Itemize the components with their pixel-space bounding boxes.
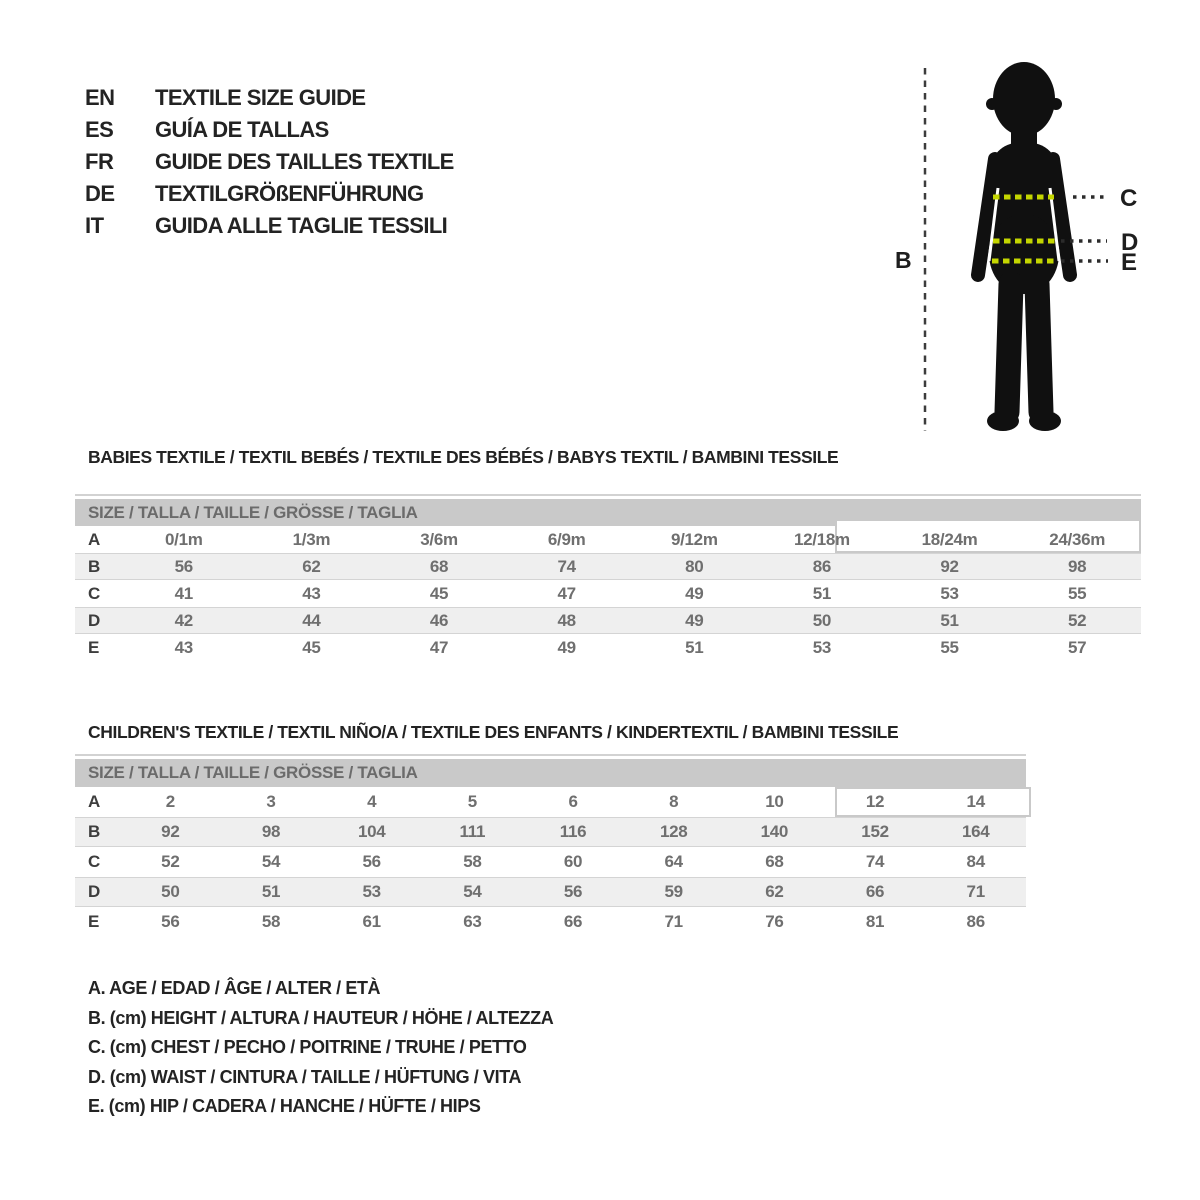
size-value-cell: 49 <box>685 583 704 603</box>
size-value-cell: 55 <box>1068 583 1087 603</box>
table-row <box>75 607 1141 634</box>
table-rows <box>75 526 1141 661</box>
row-measure-label: E <box>88 912 100 931</box>
size-value-cell: 111 <box>459 822 486 841</box>
row-measure-label: D <box>88 882 101 901</box>
size-table-header: SIZE / TALLA / TAILLE / GRÖSSE / TAGLIA <box>75 499 1141 526</box>
table-row <box>75 553 1141 580</box>
row-measure-label: A <box>88 529 101 549</box>
size-value-cell: 2 <box>165 792 175 811</box>
language-guide-title: GUIDE DES TAILLES TEXTILE <box>155 149 454 174</box>
size-value-cell: 66 <box>865 882 885 901</box>
size-value-cell: 56 <box>362 852 381 871</box>
size-value-cell: 12/18m <box>794 529 850 549</box>
table-top-hairline <box>75 494 1141 496</box>
height-label: B <box>895 247 912 273</box>
size-value-cell: 50 <box>161 882 180 901</box>
size-value-cell: 98 <box>1068 556 1087 576</box>
size-value-cell: 51 <box>685 637 704 657</box>
size-value-cell: 56 <box>161 912 180 931</box>
size-value-cell: 116 <box>559 822 587 841</box>
size-value-cell: 3/6m <box>420 529 458 549</box>
size-value-cell: 128 <box>659 822 688 841</box>
language-code: FR <box>85 149 114 174</box>
size-value-cell: 57 <box>1068 637 1087 657</box>
size-value-cell: 61 <box>362 912 381 931</box>
size-value-cell: 52 <box>161 852 180 871</box>
size-value-cell: 80 <box>685 556 704 576</box>
size-value-cell: 98 <box>261 822 281 841</box>
table-row <box>75 634 1141 661</box>
size-value-cell: 51 <box>261 882 281 901</box>
row-measure-label: C <box>88 583 101 603</box>
size-value-cell: 12 <box>865 792 885 811</box>
size-value-cell: 45 <box>429 583 449 603</box>
language-code: DE <box>85 181 115 206</box>
table-row <box>75 907 1026 937</box>
size-value-cell: 66 <box>563 912 583 931</box>
size-value-cell: 74 <box>865 852 885 871</box>
size-value-cell: 84 <box>966 852 985 871</box>
language-row <box>85 146 454 178</box>
size-value-cell: 62 <box>302 556 321 576</box>
language-code: EN <box>85 85 115 110</box>
size-value-cell: 50 <box>812 610 832 630</box>
size-value-cell: 46 <box>429 610 449 630</box>
size-value-cell: 0/1m <box>165 529 203 549</box>
size-value-cell: 3 <box>266 792 276 811</box>
language-guide-title: GUÍA DE TALLAS <box>155 117 329 142</box>
size-table-header: SIZE / TALLA / TAILLE / GRÖSSE / TAGLIA <box>75 759 1026 787</box>
size-value-cell: 56 <box>563 882 583 901</box>
language-code: IT <box>85 213 104 238</box>
size-value-cell: 74 <box>557 556 576 576</box>
size-value-cell: 58 <box>261 912 281 931</box>
babies-size-table <box>75 494 1141 661</box>
size-value-cell: 71 <box>966 882 985 901</box>
language-row <box>85 210 454 242</box>
size-value-cell: 68 <box>765 852 784 871</box>
size-value-cell: 47 <box>557 583 576 603</box>
language-row <box>85 82 454 114</box>
size-value-cell: 71 <box>664 912 683 931</box>
size-value-cell: 49 <box>685 610 704 630</box>
legend-line: B. (cm) HEIGHT / ALTURA / HAUTEUR / HÖHE / ALTEZZA <box>88 1007 554 1028</box>
table-rows <box>75 787 1026 937</box>
size-value-cell: 68 <box>429 556 449 576</box>
size-value-cell: 9/12m <box>670 529 718 549</box>
legend-line: D. (cm) WAIST / CINTURA / TAILLE / HÜFTUNG / VITA <box>88 1066 522 1087</box>
size-value-cell: 18/24m <box>921 529 978 549</box>
size-value-cell: 48 <box>557 610 576 630</box>
size-value-cell: 64 <box>664 852 683 871</box>
table-row <box>75 877 1026 907</box>
size-value-cell: 8 <box>669 792 679 811</box>
size-value-cell: 6 <box>568 792 578 811</box>
child-silhouette-icon <box>978 62 1070 431</box>
size-value-cell: 44 <box>302 610 321 630</box>
language-guide-title: TEXTILE SIZE GUIDE <box>155 85 366 110</box>
size-value-cell: 43 <box>302 583 321 603</box>
row-measure-label: C <box>88 852 101 871</box>
size-value-cell: 14 <box>966 792 985 811</box>
children-size-table <box>75 754 1026 937</box>
size-value-cell: 53 <box>362 882 381 901</box>
size-value-cell: 56 <box>174 556 193 576</box>
size-value-cell: 62 <box>765 882 784 901</box>
size-value-cell: 86 <box>966 912 985 931</box>
size-value-cell: 54 <box>261 852 281 871</box>
table-row <box>75 847 1026 877</box>
size-value-cell: 6/9m <box>547 529 586 549</box>
size-value-cell: 47 <box>429 637 449 657</box>
size-value-cell: 92 <box>940 556 959 576</box>
size-value-cell: 54 <box>463 882 482 901</box>
size-value-cell: 5 <box>467 792 477 811</box>
size-value-cell: 152 <box>861 822 889 841</box>
child-measurement-figure <box>875 50 1200 445</box>
children-section-title: CHILDREN'S TEXTILE / TEXTIL NIÑO/A / TEXTILE DES ENFANTS / KINDERTEXTIL / BAMBINI TESSILE <box>88 722 899 742</box>
row-measure-label: D <box>88 610 101 630</box>
size-value-cell: 51 <box>812 583 832 603</box>
language-guide-title: GUIDA ALLE TAGLIE TESSILI <box>155 213 448 238</box>
row-measure-label: B <box>88 822 101 841</box>
row-measure-label: A <box>88 792 101 811</box>
size-value-cell: 63 <box>463 912 482 931</box>
size-value-cell: 10 <box>765 792 784 811</box>
size-value-cell: 24/36m <box>1049 529 1106 549</box>
row-measure-label: B <box>88 556 101 576</box>
table-row <box>75 817 1026 847</box>
language-guide-title: TEXTILGRÖßENFÜHRUNG <box>155 181 424 206</box>
size-value-cell: 76 <box>765 912 784 931</box>
row-measure-label: E <box>88 637 100 657</box>
legend-line: C. (cm) CHEST / PECHO / POITRINE / TRUHE / PETTO <box>88 1037 527 1058</box>
size-value-cell: 4 <box>367 792 377 811</box>
table-top-hairline <box>75 754 1026 756</box>
size-value-cell: 41 <box>174 583 193 603</box>
legend-line: E. (cm) HIP / CADERA / HANCHE / HÜFTE / HIPS <box>88 1096 481 1117</box>
size-value-cell: 92 <box>161 822 180 841</box>
size-value-cell: 42 <box>174 610 193 630</box>
language-row <box>85 178 454 210</box>
size-value-cell: 51 <box>940 610 959 630</box>
chest-label: C <box>1120 185 1138 212</box>
table-row <box>75 787 1026 817</box>
size-value-cell: 45 <box>302 637 321 657</box>
size-value-cell: 164 <box>961 822 990 841</box>
size-value-cell: 58 <box>463 852 482 871</box>
size-value-cell: 86 <box>812 556 832 576</box>
size-value-cell: 1/3m <box>292 529 331 549</box>
size-value-cell: 140 <box>760 822 789 841</box>
language-code: ES <box>85 117 114 142</box>
hip-label: E <box>1121 249 1138 276</box>
size-value-cell: 43 <box>174 637 193 657</box>
size-value-cell: 49 <box>557 637 576 657</box>
size-value-cell: 81 <box>865 912 885 931</box>
measurement-legend <box>88 974 553 1122</box>
size-value-cell: 53 <box>812 637 832 657</box>
size-value-cell: 55 <box>940 637 959 657</box>
waist-label: D <box>1121 229 1139 256</box>
size-value-cell: 104 <box>357 822 386 841</box>
size-value-cell: 60 <box>563 852 583 871</box>
size-value-cell: 59 <box>664 882 683 901</box>
table-row <box>75 526 1141 553</box>
language-row <box>85 114 454 146</box>
legend-line: A. AGE / EDAD / ÂGE / ALTER / ETÀ <box>88 978 381 999</box>
size-value-cell: 53 <box>940 583 959 603</box>
table-row <box>75 580 1141 607</box>
language-title-list <box>85 82 454 242</box>
babies-section-title: BABIES TEXTILE / TEXTIL BEBÉS / TEXTILE DES BÉBÉS / BABYS TEXTIL / BAMBINI TESSILE <box>88 447 839 467</box>
size-value-cell: 52 <box>1068 610 1087 630</box>
